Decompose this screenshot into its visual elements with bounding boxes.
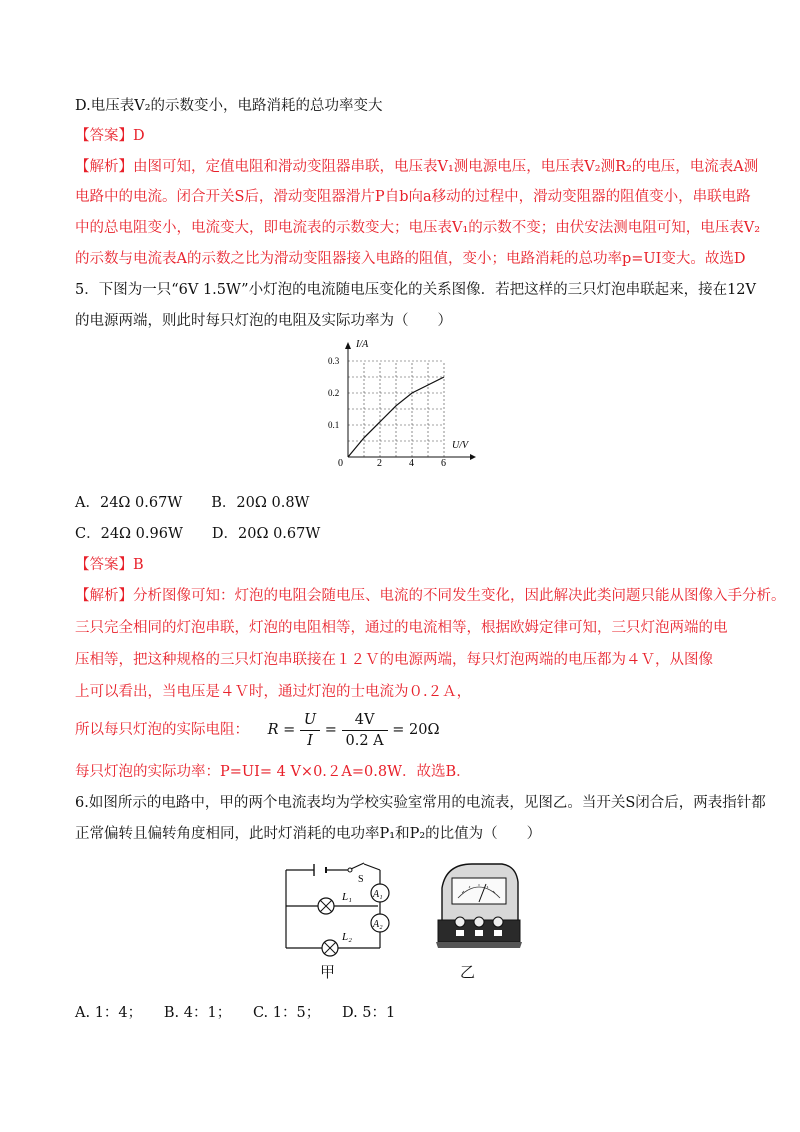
ammeter-a1 [371,884,389,902]
y-tick-label: 0.2 [328,388,340,398]
q5-answer: 【答案】B [75,557,144,573]
formula-fraction-values [342,710,388,751]
lamp-l1-icon [318,898,334,914]
q4-option-d: D.电压表V₂的示数变小，电路消耗的总功率变大 [75,98,383,114]
y-axis-arrow [345,342,351,349]
x-tick-label: 2 [377,458,382,469]
q5-options-line-1: A．24Ω 0.67W B．20Ω 0.8W [75,495,310,511]
circuit-diagram [278,860,398,960]
lamp-l1-label: L₁ [342,891,352,903]
q5-power-line: 每只灯泡的实际功率：P=UI= 4 V×0.２A=0.8W．故选B． [75,764,471,780]
q4-answer: 【答案】D [75,128,145,144]
q5-stem-line-2: 的电源两端，则此时每只灯泡的电阻及实际功率为（ ） [75,313,452,329]
q5-options-line-2: C．24Ω 0.96W D．20Ω 0.67W [75,526,321,542]
caption-right: 乙 [460,963,476,981]
q4-analysis-line-1: 【解析】由图可知，定值电阻和滑动变阻器串联，电压表V₁测电源电压，电压表V₂测R₂的电压，电流表A测 [75,159,759,175]
formula-lhs: R = [267,722,296,738]
formula-equals: = [324,722,337,738]
q6-options: A. 1：4； B. 4：1； C. 1：5； D. 5：1 [75,1005,396,1021]
formula-fraction-ui [300,710,320,751]
ammeter-a2 [371,914,389,932]
x-tick-label: 6 [441,458,446,469]
q5-analysis-line-3: 压相等，把这种规格的三只灯泡串联接在１２Ｖ的电源两端，每只灯泡两端的电压都为４Ｖ，从图像 [75,652,713,668]
q6-stem-line-1: 6.如图所示的电路中，甲的两个电流表均为学校实验室常用的电流表，见图乙。当开关S闭合后，两表指针都 [75,795,766,811]
iv-graph [320,335,480,470]
formula-result: = 20Ω [392,722,440,738]
y-tick-label: 0.1 [328,420,340,430]
q5-resistance-line [75,708,440,752]
lamp-l2-label: L₂ [342,931,352,943]
q6-stem-line-2: 正常偏转且偏转角度相同，此时灯消耗的电功率P₁和P₂的比值为（ ） [75,826,542,842]
ammeter-a2-label: A₂ [373,919,383,930]
q4-analysis-line-2: 电路中的电流。闭合开关S后，滑动变阻器滑片P自b向a移动的过程中，滑动变阻器的阻值变小，串联电路 [75,189,751,205]
ammeter-photo-icon [432,858,524,950]
x-axis-arrow [470,454,476,460]
q4-analysis-line-4: 的示数与电流表A的示数之比为滑动变阻器接入电路的阻值，变小；电路消耗的总功率p=UI变大。故选D [75,251,746,267]
switch-blade [351,863,364,869]
formula-numerator-4v: 4V [342,710,388,731]
formula-numerator-u: U [300,710,320,731]
x-axis-label: U/V [452,440,469,451]
x-tick-label: 4 [409,458,414,469]
q5-analysis-line-4: 上可以看出，当电压是４Ｖ时，通过灯泡的士电流为０.２Ａ， [75,684,472,700]
y-tick-label: 0.3 [328,356,340,366]
lamp-l2-icon [322,940,338,956]
q5-analysis-line-2: 三只完全相同的灯泡串联，灯泡的电阻相等，通过的电流相等，根据欧姆定律可知，三只灯泡两端的电 [75,620,728,636]
resistance-prefix: 所以每只灯泡的实际电阻： [75,722,249,738]
q5-stem-line-1: 5．下图为一只“6V 1.5W”小灯泡的电流随电压变化的关系图像．若把这样的三只灯泡串联起来，接在12V [75,282,757,298]
q5-analysis-line-1: 【解析】分析图像可知：灯泡的电阻会随电压、电流的不同发生变化，因此解决此类问题只能从图像入手分析。 [75,588,786,604]
caption-left: 甲 [320,963,336,981]
ammeter-a1-label: A₁ [373,889,383,900]
q4-analysis-line-3: 中的总电阻变小，电流变大，即电流表的示数变大；电压表V₁的示数不变；由伏安法测电阻可知，电压表V₂ [75,220,761,236]
formula-denominator-02a: 0.2 A [345,732,384,749]
origin-label: 0 [338,458,343,469]
formula-denominator-i: I [307,732,313,749]
switch-label: S [358,874,364,885]
y-axis-label: I/A [356,339,369,350]
